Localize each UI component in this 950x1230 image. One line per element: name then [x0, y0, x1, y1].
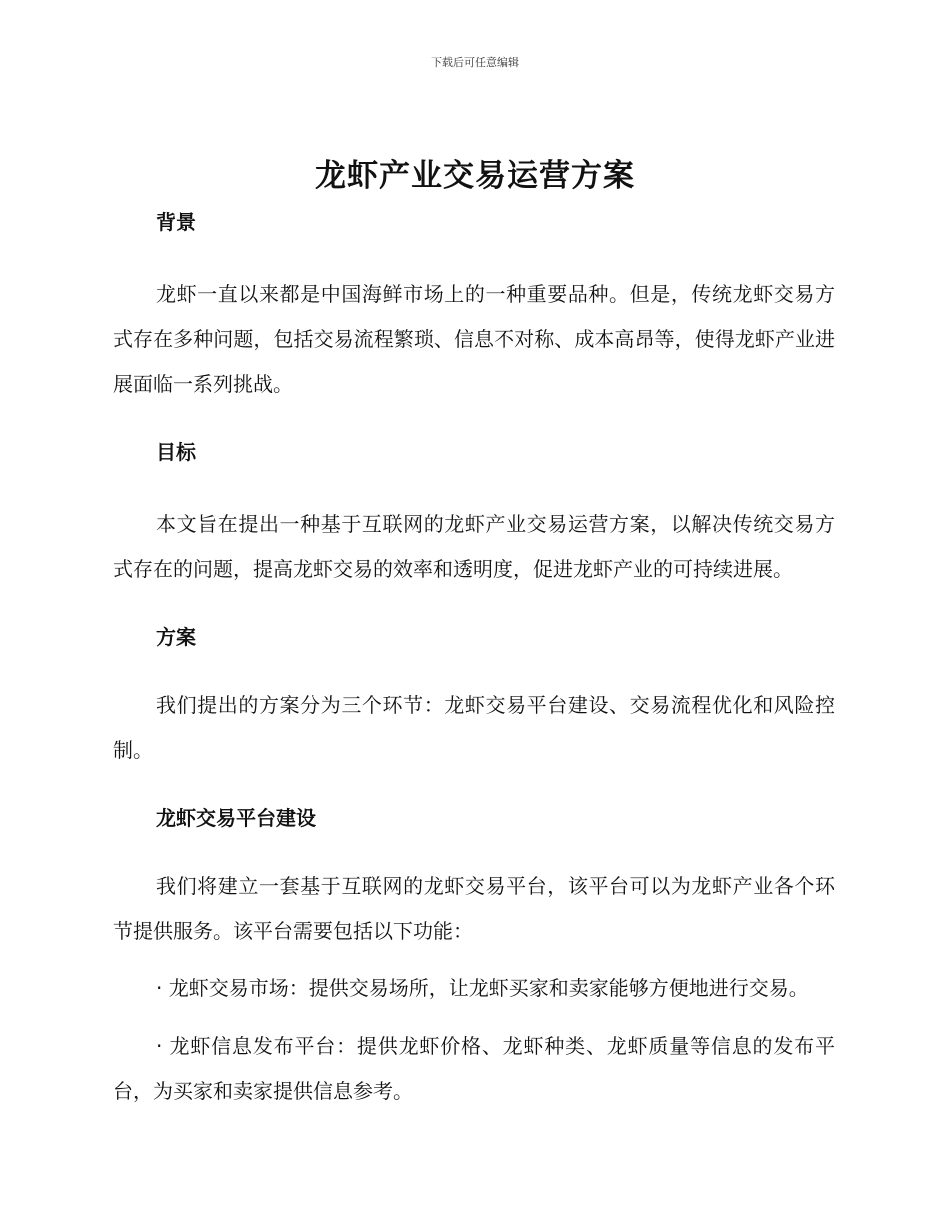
header-note: 下载后可任意编辑	[431, 56, 519, 69]
platform-bullet-market: · 龙虾交易市场：提供交易场所，让龙虾买家和卖家能够方便地进行交易。	[156, 976, 809, 1000]
plan-paragraph: 我们提出的方案分为三个环节：龙虾交易平台建设、交易流程优化和风险控制。	[113, 693, 835, 762]
section-heading-background: 背景	[156, 210, 196, 234]
platform-bullet-info: · 龙虾信息发布平台：提供龙虾价格、龙虾种类、龙虾质量等信息的发布平台，为买家和卖家提供信息参考。	[113, 1034, 835, 1103]
section-heading-platform: 龙虾交易平台建设	[156, 806, 316, 830]
section-heading-plan: 方案	[156, 625, 196, 649]
document-body	[113, 205, 835, 1114]
goal-paragraph: 本文旨在提出一种基于互联网的龙虾产业交易运营方案，以解决传统交易方式存在的问题，提高龙虾交易的效率和透明度，促进龙虾产业的可持续进展。	[113, 512, 835, 581]
platform-intro-paragraph: 我们将建立一套基于互联网的龙虾交易平台，该平台可以为龙虾产业各个环节提供服务。该平台需要包括以下功能：	[113, 874, 835, 943]
document-title: 龙虾产业交易运营方案	[315, 158, 635, 194]
section-heading-goal: 目标	[156, 440, 196, 464]
background-paragraph: 龙虾一直以来都是中国海鲜市场上的一种重要品种。但是，传统龙虾交易方式存在多种问题，包括交易流程繁琐、信息不对称、成本高昂等，使得龙虾产业进展面临一系列挑战。	[113, 282, 835, 396]
